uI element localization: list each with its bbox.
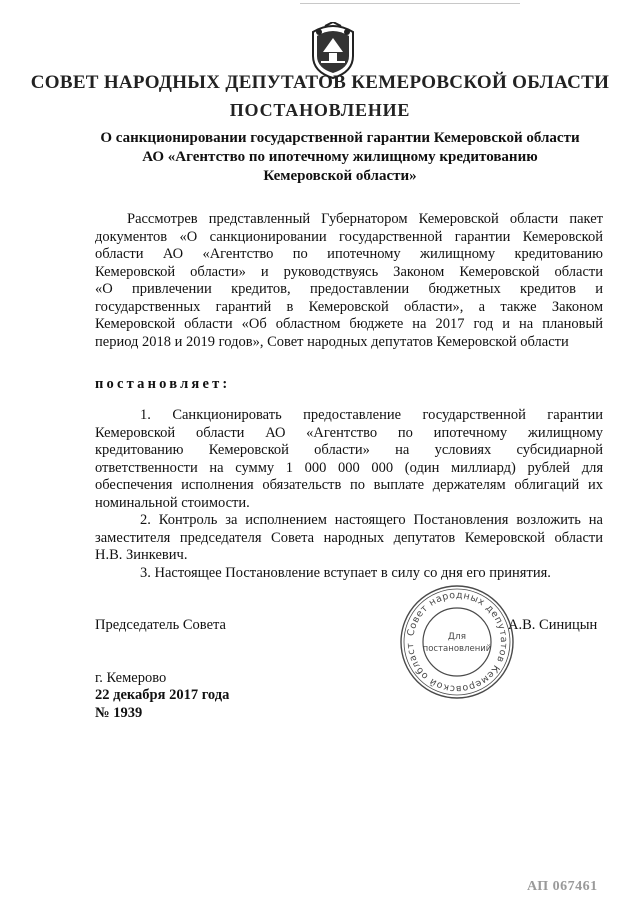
preamble-paragraph [95,211,603,351]
preamble-line: государственных гарантий в Кемеровской области», а также Законом [95,298,603,315]
item-line: кредитованию Кемеровской области» на условиях субсидиарной [95,442,603,458]
item-line: Кемеровской области АО «Агентство по ипотечному жилищному [95,424,603,441]
item-1 [95,407,603,512]
decree-word: постановляет: [95,376,231,392]
item-line: Н.В. Зинкевич. [95,547,188,563]
preamble-line: области АО «Агентство по ипотечному жилищному кредитованию [95,246,603,262]
preamble-line: Рассмотрев представленный Губернатором Кемеровской области пакет [127,211,603,227]
item-line: 1. Санкционировать предоставление государственной гарантии [140,407,603,423]
signatory-name: А.В. Синицын [508,617,598,633]
document-number: № 1939 [95,705,143,721]
title-line: Кемеровской области» [263,168,417,184]
preamble-line: документов «О санкционировании государственной гарантии Кемеровской [95,228,603,245]
round-stamp [398,583,516,701]
item-line: заместителя председателя Совета народных депутатов Кемеровской области [95,529,603,546]
item-2 [95,512,603,565]
stamp-center-text: Для [447,632,467,642]
item-line: обеспечения исполнения обязательств по выплате держателям облигаций их [95,477,603,493]
council-header: СОВЕТ НАРОДНЫХ ДЕПУТАТОВ КЕМЕРОВСКОЙ ОБЛАСТИ [30,72,610,93]
resolution-title [70,129,610,186]
stamp-ring-text: Совет народных депутатов Кемеровской област [404,589,510,695]
item-3 [95,565,603,583]
preamble-line: Кемеровской области «Об областном бюджете на 2017 год и на плановый [95,316,603,332]
title-line: О санкционировании государственной гарантии Кемеровской области [100,130,580,146]
preamble-line: Кемеровской области» и руководствуясь Законом Кемеровской области [95,263,603,280]
title-line: АО «Агентство по ипотечному жилищному кредитованию [142,149,538,165]
item-line: 2. Контроль за исполнением настоящего Постановления возложить на [140,512,603,528]
item-line: номинальной стоимости. [95,494,250,511]
item-line: ответственности на сумму 1 000 000 000 (один миллиард) рублей для [95,459,603,476]
stamp-center-text: постановлений [422,644,492,654]
date: 22 декабря 2017 года [95,687,230,703]
preamble-line: период 2018 и 2019 годов», Совет народных депутатов Кемеровской области [95,333,569,350]
item-line: 3. Настоящее Постановление вступает в силу со дня его принятия. [140,565,551,581]
preamble-line: «О привлечении кредитов, предоставлении бюджетных кредитов и [95,281,603,297]
scan-edge-line [300,3,520,4]
serial-number: АП 067461 [527,879,598,894]
signatory-position: Председатель Совета [95,617,226,633]
document-type: ПОСТАНОВЛЕНИЕ [229,100,411,120]
city: г. Кемерово [95,670,167,686]
